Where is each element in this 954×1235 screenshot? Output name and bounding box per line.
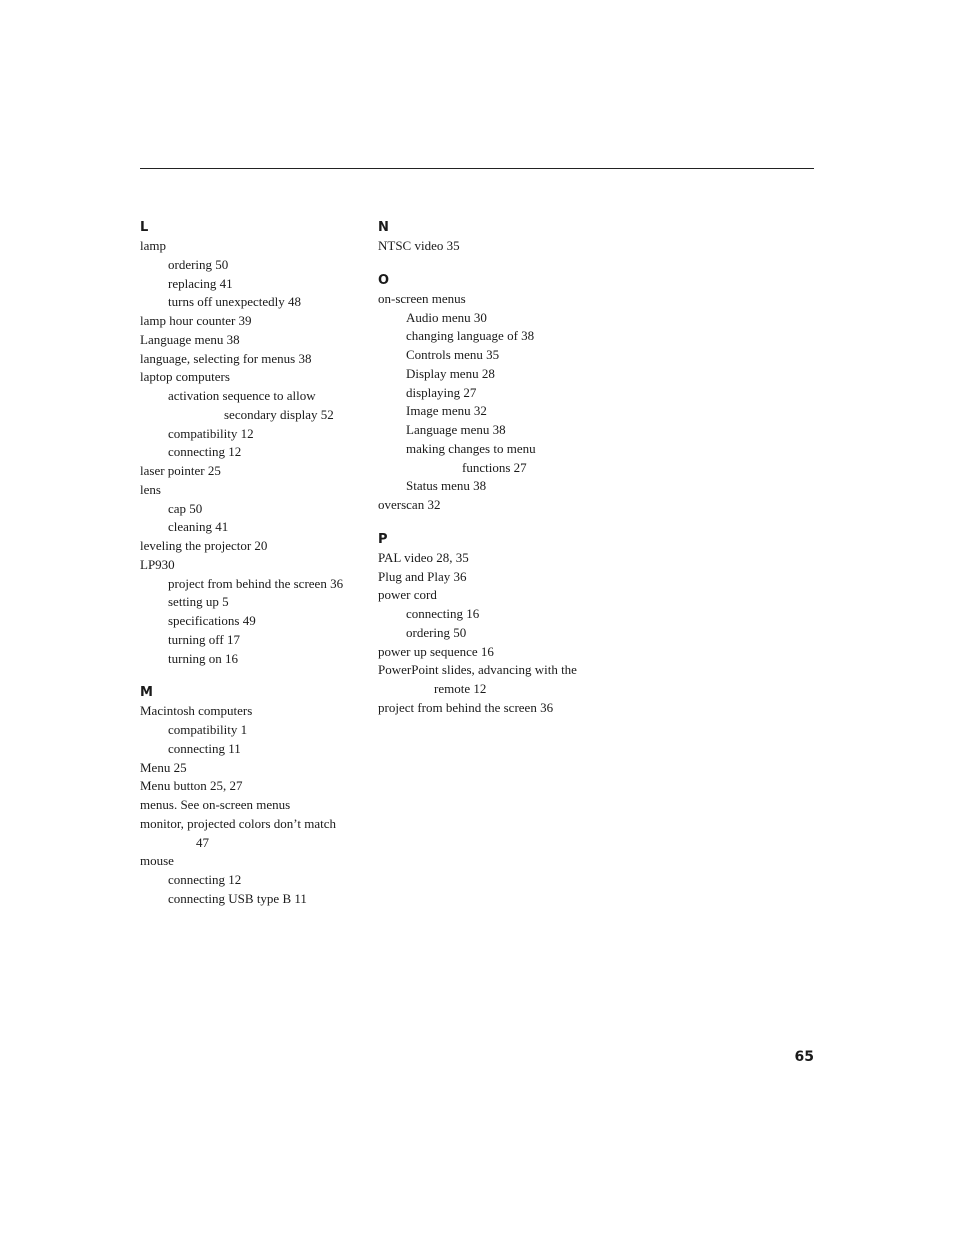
index-entry: laptop computers — [140, 369, 230, 385]
index-entry: NTSC video 35 — [378, 238, 460, 253]
index-section-o — [378, 272, 618, 515]
index-entry: connecting 11 — [168, 740, 241, 756]
index-entry: PAL video 28, 35 — [378, 549, 469, 565]
index-entry: lamp — [140, 238, 166, 253]
index-entry: cap 50 — [168, 500, 203, 516]
section-letter: L — [140, 220, 149, 235]
index-entry: secondary display 52 — [224, 406, 334, 422]
index-entry: connecting 16 — [406, 606, 480, 621]
index-section-m — [140, 684, 370, 908]
index-entry: activation sequence to allow — [168, 388, 316, 403]
index-entry: cleaning 41 — [168, 519, 229, 535]
section-letter: N — [378, 220, 389, 235]
index-entry: power up sequence 16 — [378, 643, 494, 659]
index-entry: Audio menu 30 — [406, 309, 487, 325]
page-number: 65 — [794, 1049, 814, 1065]
index-entry: leveling the projector 20 — [140, 538, 268, 553]
index-column-right — [378, 219, 618, 734]
index-entry: project from behind the screen 36 — [168, 575, 344, 591]
index-entry: menus. See on-screen menus — [140, 797, 291, 812]
index-section-p — [378, 531, 618, 718]
index-entry: Controls menu 35 — [406, 347, 500, 362]
section-letter: O — [378, 272, 390, 288]
index-entry: Menu button 25, 27 — [140, 778, 243, 794]
index-entry: lens — [140, 481, 161, 497]
index-entry: power cord — [378, 587, 437, 603]
header-rule — [140, 168, 814, 169]
index-entry: 47 — [196, 834, 209, 850]
index-entry: specifications 49 — [168, 613, 256, 628]
section-letter: P — [378, 531, 388, 547]
index-entry: Image menu 32 — [406, 403, 487, 419]
index-entry: turning on 16 — [168, 650, 239, 666]
index-entry: connecting 12 — [168, 444, 242, 460]
index-entry: Macintosh computers — [140, 703, 253, 719]
index-entry: turns off unexpectedly 48 — [168, 294, 301, 310]
index-entry: project from behind the screen 36 — [378, 699, 554, 715]
index-entry: making changes to menu — [406, 440, 536, 456]
index-entry: lamp hour counter 39 — [140, 313, 252, 328]
index-entry: compatibility 1 — [168, 722, 248, 737]
index-column-left — [140, 219, 370, 925]
index-entry: setting up 5 — [168, 594, 229, 610]
index-entry: ordering 50 — [168, 256, 229, 272]
index-entry: changing language of 38 — [406, 328, 535, 344]
index-entry: language, selecting for menus 38 — [140, 350, 312, 366]
index-entry: ordering 50 — [406, 624, 467, 640]
index-entry: Display menu 28 — [406, 365, 495, 381]
index-entry: turning off 17 — [168, 631, 240, 647]
index-entry: connecting USB type B 11 — [168, 890, 307, 906]
index-entry: mouse — [140, 853, 174, 869]
section-letter: M — [140, 685, 153, 701]
index-entry: Menu 25 — [140, 759, 187, 775]
index-entry: connecting 12 — [168, 872, 242, 887]
index-entry: on-screen menus — [378, 290, 466, 306]
index-entry: replacing 41 — [168, 275, 233, 291]
index-entry: Language menu 38 — [140, 331, 240, 347]
index-entry: Plug and Play 36 — [378, 568, 467, 584]
index-entry: Status menu 38 — [406, 478, 487, 494]
index-entry: compatibility 12 — [168, 425, 254, 441]
index-entry: Language menu 38 — [406, 422, 506, 437]
index-entry: functions 27 — [462, 459, 527, 475]
index-entry: PowerPoint slides, advancing with the — [378, 662, 577, 678]
index-entry: LP930 — [140, 556, 175, 572]
index-entry: overscan 32 — [378, 497, 441, 512]
index-entry: monitor, projected colors don’t match — [140, 815, 336, 831]
index-section-l — [140, 219, 370, 668]
index-section-n — [378, 219, 618, 256]
index-entry: laser pointer 25 — [140, 463, 221, 478]
index-entry: remote 12 — [434, 681, 487, 696]
index-entry: displaying 27 — [406, 384, 477, 400]
